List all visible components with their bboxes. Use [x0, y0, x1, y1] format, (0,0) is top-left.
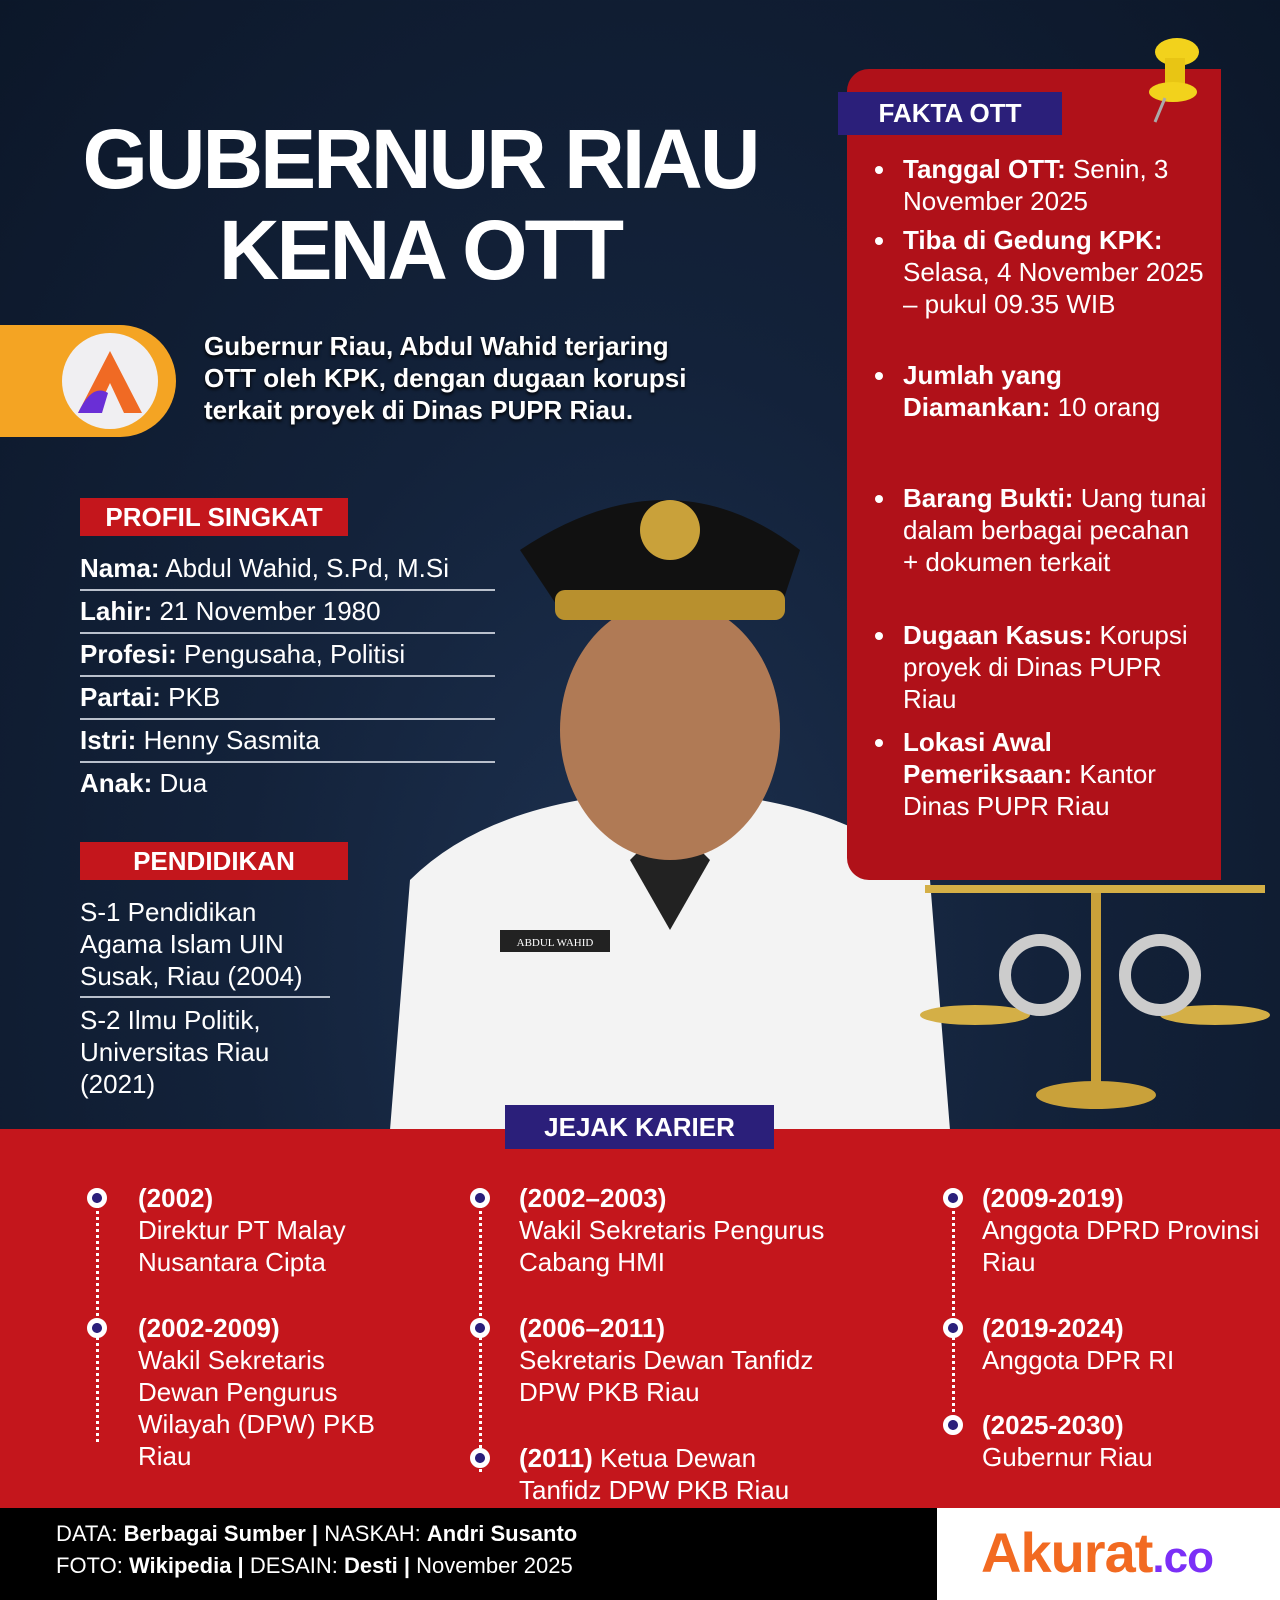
summary-line: terkait proyek di Dinas PUPR Riau.: [204, 395, 634, 425]
career-item: [519, 1312, 839, 1408]
career-year: (2025-2030): [982, 1410, 1124, 1440]
career-year: (2009-2019): [982, 1183, 1124, 1213]
fakta-item: [903, 153, 1208, 217]
summary-line: Gubernur Riau, Abdul Wahid terjaring: [204, 331, 669, 361]
profile-value: 21 November 1980: [152, 596, 381, 626]
profile-value: Henny Sasmita: [136, 725, 320, 755]
fakta-item: [903, 359, 1208, 423]
career-year: (2002): [138, 1183, 214, 1213]
profile-value: Abdul Wahid, S.Pd, M.Si: [159, 553, 449, 583]
credits-line-2: FOTO: Wikipedia | DESAIN: Desti | November 2025: [56, 1553, 573, 1578]
profile-key: Profesi:: [80, 639, 177, 669]
fakta-value: Senin, 3 November 2025: [903, 154, 1169, 216]
akurat-logo: [937, 1508, 1280, 1600]
career-section: [0, 1129, 1280, 1508]
fakta-item: [903, 619, 1208, 715]
fakta-key: Barang Bukti:: [903, 483, 1074, 513]
career-year: (2011): [519, 1443, 593, 1473]
fakta-value: Kantor Dinas PUPR Riau: [903, 759, 1156, 821]
timeline-dot: [87, 1188, 107, 1208]
career-label: JEJAK KARIER: [505, 1105, 774, 1149]
fakta-key: Tiba di Gedung KPK:: [903, 225, 1163, 255]
career-role: Wakil Sekretaris Dewan Pengurus Wilayah (DPW) PKB Riau: [138, 1345, 375, 1471]
profile-value: PKB: [160, 682, 221, 712]
fakta-item: [903, 726, 1208, 822]
career-year: (2019-2024): [982, 1313, 1124, 1343]
career-item: [982, 1182, 1280, 1278]
career-item: [982, 1409, 1280, 1473]
career-year: (2006–2011): [519, 1313, 666, 1343]
fakta-value: Selasa, 4 November 2025 – pukul 09.35 WIB: [903, 257, 1204, 319]
profile-key: Lahir:: [80, 596, 153, 626]
headline-line-1: GUBERNUR RIAU: [82, 112, 758, 206]
career-item: [519, 1442, 839, 1506]
brand-suffix: .co: [1152, 1533, 1213, 1582]
career-role: Direktur PT Malay Nusantara Cipta: [138, 1215, 346, 1277]
timeline-dot: [470, 1318, 490, 1338]
akurat-logo-icon: [62, 333, 158, 429]
timeline-dot: [87, 1318, 107, 1338]
education-label: PENDIDIKAN: [80, 842, 348, 880]
profile-key: Anak:: [80, 768, 153, 798]
fakta-key: Lokasi Awal Pemeriksaan:: [903, 727, 1073, 789]
fakta-key: Tanggal OTT:: [903, 154, 1066, 184]
fakta-item: [903, 224, 1208, 320]
profile-value: Dua: [152, 768, 208, 798]
scales-handcuffs-icon: [915, 865, 1280, 1125]
career-item: [138, 1182, 388, 1278]
timeline-dot: [943, 1188, 963, 1208]
profile-key: Partai:: [80, 682, 161, 712]
career-role: Anggota DPRD Provinsi Riau: [982, 1215, 1260, 1277]
brand-badge: [0, 325, 176, 437]
fakta-ott-card: [847, 69, 1221, 880]
career-item: [138, 1312, 388, 1472]
fakta-ott-label: FAKTA OTT: [838, 92, 1062, 135]
career-role: Wakil Sekretaris Pengurus Cabang HMI: [519, 1215, 825, 1277]
career-item: [982, 1312, 1280, 1376]
brand-name: Akurat: [981, 1521, 1153, 1584]
credits-line-1: DATA: Berbagai Sumber | NASKAH: Andri Susanto: [56, 1521, 578, 1546]
timeline-dot: [943, 1415, 963, 1435]
pushpin-icon: [1135, 30, 1205, 130]
timeline-line: [952, 1192, 955, 1412]
credits: [0, 1508, 937, 1600]
summary: [204, 330, 686, 426]
career-year: (2002–2003): [519, 1183, 667, 1213]
timeline-dot: [470, 1188, 490, 1208]
fakta-value: Uang tunai dalam berbagai pecahan + dokumen terkait: [903, 483, 1207, 577]
timeline-dot: [470, 1448, 490, 1468]
profile-label: PROFIL SINGKAT: [80, 498, 348, 536]
timeline-dot: [943, 1318, 963, 1338]
education-item: S-1 Pendidikan Agama Islam UIN Susak, Riau (2004): [80, 896, 330, 998]
timeline-line: [96, 1192, 99, 1442]
fakta-value: 10 orang: [1050, 392, 1161, 422]
career-item: [519, 1182, 839, 1278]
career-role: Sekretaris Dewan Tanfidz DPW PKB Riau: [519, 1345, 814, 1407]
name-tag-text: ABDUL WAHID: [516, 937, 594, 949]
fakta-key: Dugaan Kasus:: [903, 620, 1093, 650]
education-item: S-2 Ilmu Politik, Universitas Riau (2021): [80, 1005, 270, 1099]
profile-key: Istri:: [80, 725, 137, 755]
headline-line-2: KENA OTT: [218, 203, 622, 297]
profile-key: Nama:: [80, 553, 160, 583]
career-role: Gubernur Riau: [982, 1442, 1153, 1472]
fakta-item: [903, 482, 1208, 578]
career-year: (2002-2009): [138, 1313, 280, 1343]
profile-value: Pengusaha, Politisi: [176, 639, 406, 669]
career-role: Ketua Dewan Tanfidz DPW PKB Riau: [519, 1443, 790, 1505]
career-role: Anggota DPR RI: [982, 1345, 1175, 1375]
summary-line: OTT oleh KPK, dengan dugaan korupsi: [204, 363, 687, 393]
fakta-value: Korupsi proyek di Dinas PUPR Riau: [903, 620, 1188, 714]
fakta-key: Jumlah yang Diamankan:: [903, 360, 1062, 422]
